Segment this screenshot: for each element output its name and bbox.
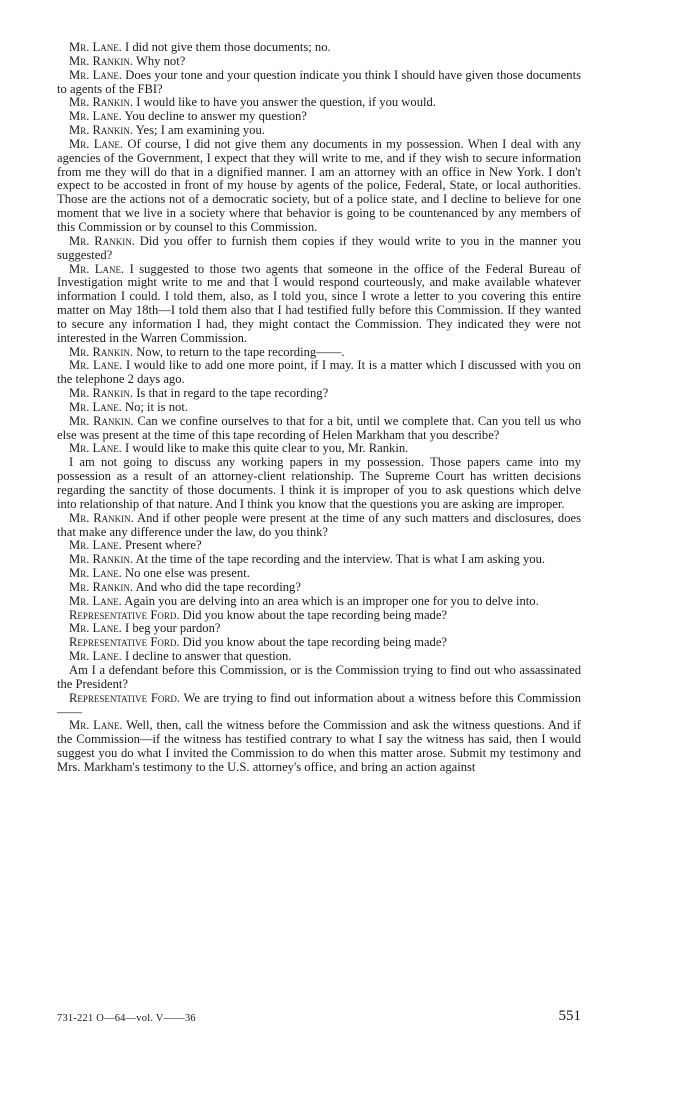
utterance: I did not give them those documents; no. bbox=[121, 40, 331, 54]
utterance: You decline to answer my question? bbox=[121, 109, 307, 124]
speaker-name: Representative Ford. bbox=[69, 607, 180, 622]
speaker-name: Mr. Rankin. bbox=[69, 552, 134, 567]
testimony-paragraph bbox=[57, 567, 581, 581]
speaker-name: Representative Ford. bbox=[69, 635, 180, 650]
utterance: At the time of the tape recording and the interview. That is what I am asking you. bbox=[133, 552, 546, 567]
testimony-paragraph bbox=[57, 719, 581, 774]
testimony-paragraph bbox=[57, 110, 581, 124]
utterance: I suggested to those two agents that someone in the office of the Federal Bureau of Investigation might write to me and that I would respond courteously, and make available whatever information I could. I told them, also, as I told you, since I wrote a letter to you covering this entire matter on May 18th—I told them also that I had testified fully before this Commission. If they wanted to secure any information I had, they might contact the Commission. They indicated they were not interested in the Warren Commission. bbox=[57, 261, 581, 345]
utterance: Can we confine ourselves to that for a bit, until we complete that. Can you tell us who else was present at the time of this tape recording of Helen Markham that you describe? bbox=[57, 413, 582, 442]
testimony-paragraph bbox=[57, 359, 581, 387]
testimony-paragraph bbox=[57, 650, 581, 664]
testimony-paragraph bbox=[57, 96, 581, 110]
utterance: Did you know about the tape recording being made? bbox=[179, 607, 448, 622]
speaker-name: Mr. Rankin. bbox=[69, 413, 134, 428]
speaker-name: Mr. Rankin. bbox=[69, 510, 134, 525]
speaker-name: Mr. Lane. bbox=[69, 136, 124, 151]
speaker-name: Mr. Rankin. bbox=[69, 579, 134, 594]
utterance: Of course, I did not give them any documents in my possession. When I deal with any agencies of the Government, I expect that they will write to me, and if they wish to secure information from me they will do that in a dignified manner. I am an attorney with an office in New York. I don't expect to be accosted in front of my house by agents of the police, Federal, State, or local authorities. Those are the actions not of a democratic society, but of a police state, and I decline to believe for one moment that we live in a society where that behavior is going to be countenanced by any members of this Commission or by counsel to this Commission. bbox=[57, 136, 581, 234]
speaker-name: Mr. Rankin. bbox=[69, 123, 134, 138]
utterance: Am I a defendant before this Commission, or is the Commission trying to find out who assassinated the President? bbox=[57, 662, 581, 691]
print-code: 731-221 O—64—vol. V——36 bbox=[57, 1013, 196, 1024]
utterance: And if other people were present at the time of any such matters and disclosures, does that make any difference under the law, do you think? bbox=[57, 510, 581, 539]
testimony-paragraph bbox=[57, 235, 581, 263]
testimony-paragraph bbox=[57, 456, 581, 511]
speaker-name: Mr. Rankin. bbox=[69, 386, 134, 401]
testimony-paragraph bbox=[57, 692, 581, 720]
utterance: Well, then, call the witness before the Commission and ask the witness questions. And if the Commission—if the witness has testified contrary to what I say the witness has said, then I would suggest you do what I invited the Commission to do when this matter arose. Submit my testimony and Mrs. Markham's testimony to the U.S. attorney's office, and bring an action against bbox=[57, 718, 581, 774]
testimony-paragraph bbox=[57, 595, 581, 609]
speaker-name: Mr. Lane. bbox=[69, 593, 122, 608]
page-number: 551 bbox=[558, 1008, 581, 1024]
speaker-name: Representative Ford. bbox=[69, 690, 181, 705]
testimony-paragraph bbox=[57, 69, 581, 97]
utterance: I would like to have you answer the question, if you would. bbox=[133, 95, 436, 110]
testimony-paragraph bbox=[57, 346, 581, 360]
speaker-name: Mr. Rankin. bbox=[69, 344, 134, 359]
utterance: I decline to answer that question. bbox=[121, 649, 292, 664]
testimony-paragraph bbox=[57, 442, 581, 456]
testimony-paragraph bbox=[57, 55, 581, 69]
speaker-name: Mr. Lane. bbox=[69, 718, 123, 733]
testimony-paragraph bbox=[57, 263, 581, 346]
testimony-paragraph bbox=[57, 387, 581, 401]
testimony-paragraph bbox=[57, 401, 581, 415]
speaker-name: Mr. Lane. bbox=[69, 399, 122, 414]
utterance: Now, to return to the tape recording——. bbox=[133, 344, 345, 359]
speaker-name: Mr. Lane. bbox=[69, 109, 122, 124]
utterance: I would like to make this quite clear to you, Mr. Rankin. bbox=[121, 441, 409, 456]
utterance: Again you are delving into an area which is an improper one for you to delve into. bbox=[121, 593, 539, 608]
testimony-paragraph bbox=[57, 664, 581, 692]
speaker-name: Mr. Lane. bbox=[69, 67, 122, 82]
utterance: I would like to add one more point, if I may. It is a matter which I discussed with you on the telephone 2 days ago. bbox=[57, 358, 582, 387]
utterance: I beg your pardon? bbox=[121, 621, 221, 636]
testimony-paragraph bbox=[57, 609, 581, 623]
utterance: Yes; I am examining you. bbox=[133, 123, 265, 138]
testimony-paragraph bbox=[57, 512, 581, 540]
utterance: No; it is not. bbox=[121, 399, 188, 414]
testimony-paragraph bbox=[57, 553, 581, 567]
speaker-name: Mr. Lane. bbox=[69, 649, 122, 664]
testimony-paragraph bbox=[57, 138, 581, 235]
testimony-paragraph bbox=[57, 124, 581, 138]
utterance: We are trying to find out information about a witness before this Commission—— bbox=[57, 690, 581, 719]
testimony-paragraph bbox=[57, 41, 581, 55]
speaker-name: Mr. Rankin. bbox=[69, 233, 135, 248]
utterance: No one else was present. bbox=[121, 566, 250, 581]
utterance: Why not? bbox=[133, 53, 186, 68]
testimony-text bbox=[57, 41, 581, 775]
speaker-name: Mr. Rankin. bbox=[69, 95, 134, 110]
speaker-name: Mr. Lane. bbox=[69, 261, 125, 276]
testimony-paragraph bbox=[57, 539, 581, 553]
testimony-paragraph bbox=[57, 636, 581, 650]
speaker-name: Mr. Lane. bbox=[69, 566, 122, 581]
utterance: And who did the tape recording? bbox=[133, 579, 301, 594]
speaker-name: Mr. Lane. bbox=[69, 358, 123, 373]
speaker-name: Mr. Lane. bbox=[69, 40, 122, 54]
speaker-name: Mr. Rankin. bbox=[69, 53, 134, 68]
speaker-name: Mr. Lane. bbox=[69, 441, 122, 456]
testimony-paragraph bbox=[57, 581, 581, 595]
utterance: Did you offer to furnish them copies if they would write to you in the manner you suggested? bbox=[57, 233, 581, 262]
utterance: Did you know about the tape recording being made? bbox=[179, 635, 448, 650]
speaker-name: Mr. Lane. bbox=[69, 538, 122, 553]
utterance: I am not going to discuss any working papers in my possession. Those papers came into my possession as a result of an attorney-client relationship. The Supreme Court has written decisions regarding the sanctity of those documents. I think it is improper of you to ask questions which delve into relationship of that nature. And I think you know that the questions you are asking are improper. bbox=[57, 455, 581, 511]
testimony-paragraph bbox=[57, 622, 581, 636]
utterance: Present where? bbox=[121, 538, 202, 553]
utterance: Does your tone and your question indicate you think I should have given those documents to agents of the FBI? bbox=[57, 67, 581, 96]
testimony-paragraph bbox=[57, 415, 581, 443]
utterance: Is that in regard to the tape recording? bbox=[133, 386, 329, 401]
speaker-name: Mr. Lane. bbox=[69, 621, 122, 636]
